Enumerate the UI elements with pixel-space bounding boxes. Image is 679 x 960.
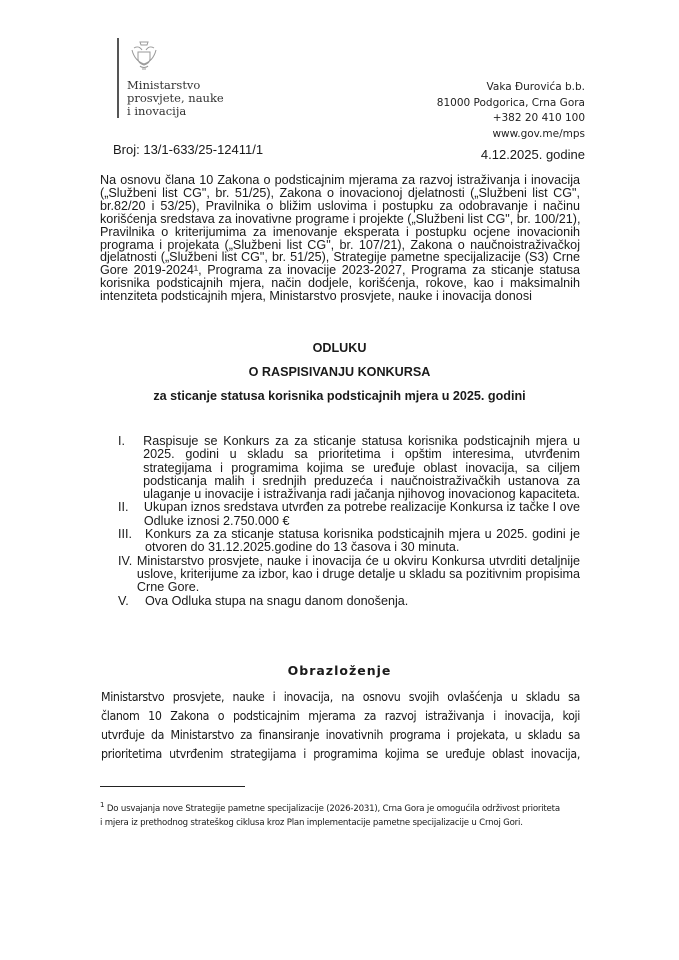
item-number: IV. (118, 553, 133, 568)
ministry-line: Ministarstvo (127, 78, 201, 92)
text-line: programa i projekata („Službeni list CG", br. 107/21), Zakona o naučnoistraživačkoj (100, 237, 580, 252)
address-block (437, 80, 585, 142)
text-line: Odluke iznosi 2.750.000 € (143, 513, 290, 528)
explanation-title: Obrazloženje (287, 663, 392, 678)
address-street: Vaka Đurovića b.b. (486, 81, 585, 93)
address-website: www.gov.me/mps (492, 127, 585, 140)
text-line: Gore 2019-2024¹, Programa za inovacije 2023-2027, Programa za sticanje statusa (100, 263, 580, 278)
text-line: Ukupan iznos sredstava utvrđen za potrebe realizacije Konkursa iz tačke I ove (143, 500, 580, 515)
item-number: V. (118, 593, 129, 608)
text-line: („Službeni list CG", br. 51/25), Zakona o inovacionoj djelatnosti („Službeni list CG", (100, 185, 580, 200)
text-line: korišćenja sredstava za inovativne programe i projekte („Službeni list CG", br. 100/21), (100, 211, 581, 226)
text-line: uslove, kriterijume za izbor, kao i druge detalje u skladu sa pozitivnim propisima (136, 566, 580, 581)
decision-item (100, 528, 580, 555)
text-line: prioritetima utvrđenim strategijama i programima kojima se uređuje oblast inovacija, (101, 747, 580, 761)
footnote-divider (100, 786, 245, 787)
footnote-line: $^1$ Do usvajanja nove Strategije pametne specijalizacije (2026-2031), Crna Gora je omogućila održivost prioriteta (100, 801, 560, 814)
footnote-line: i mjera iz prethodnog strateškog ciklusa kroz Plan implementacije pametne specijalizacije u Crnoj Gori. (100, 817, 523, 828)
text-line: Na osnovu člana 10 Zakona o podsticajnim mjerama za razvoj istraživanja i inovacija (100, 173, 580, 187)
item-text (144, 501, 580, 528)
text-line: 2025. godini u skladu sa prioritetima i opštim interesima, utvrđenim (143, 447, 580, 462)
letterhead-divider (117, 38, 119, 118)
text-line: djelatnosti („Službeni list CG", br. 51/25), Strategije pametne specijalizacije (S3) Crne (100, 250, 580, 265)
text-line: ulaganje u inovacije i istraživanja radi jačanja njihovog inovacionog kapaciteta. (143, 487, 580, 502)
text-line: Ova Odluka stupa na snagu danom donošenja. (145, 593, 409, 608)
address-phone: +382 20 410 100 (492, 112, 585, 124)
item-number: III. (118, 527, 132, 542)
item-number: II. (118, 500, 129, 515)
text-line: br.82/20 i 53/25), Pravilnika o bližim uslovima i postupku za odobravanje i načinu (100, 198, 580, 213)
item-text (137, 555, 580, 595)
item-text (143, 435, 580, 501)
coat-of-arms-logo (128, 38, 160, 72)
decision-title: ODLUKU (312, 341, 367, 355)
text-line: Konkurs za za sticanje statusa korisnika podsticajnih mjera u 2025. godini je (145, 527, 580, 542)
text-line: utvrđuje da Ministarstvo za finansiranje inovativnih programa i projekata, u skladu sa (101, 728, 580, 742)
text-line: Crne Gore. (136, 580, 200, 595)
intro-paragraph (100, 174, 580, 303)
footnote-mark: 1 (100, 801, 105, 809)
text-line: Raspisuje se Konkurs za za sticanje statusa korisnika podsticajnih mjera u (143, 434, 580, 448)
text-line: Pravilnika o kriterijumima za imenovanje eksperata i postupku ocjene inovacionih (100, 224, 580, 239)
text-line: članom 10 Zakona o podsticajnim mjerama za razvoj istraživanja i inovacija, koji (101, 709, 580, 723)
decision-item (100, 555, 580, 595)
text-line: korisnika podsticajnih mjera, način dodjele, korišćenja, rokove, kao i maksimalnih (100, 276, 580, 291)
text-line: Ministarstvo prosvjete, nauke i inovacija, na osnovu svojih ovlašćenja u skladu sa (101, 690, 580, 704)
address-city: 81000 Podgorica, Crna Gora (436, 96, 585, 109)
document-date: 4.12.2025. godine (480, 147, 585, 162)
text-line: Ministarstvo prosvjete, nauke i inovacija će u okviru Konkursa utvrditi detaljnije (136, 553, 580, 568)
explanation-paragraph (101, 688, 580, 764)
ministry-line: i inovacija (127, 104, 187, 118)
decision-items (100, 435, 580, 608)
text-line: intenziteta podsticajnih mjera, Ministarstvo prosvjete, nauke i inovacija donosi (100, 289, 532, 304)
text-line: podsticanja malih i srednjih preduzeća i naučnoistraživačkih ustanova za (143, 473, 580, 488)
text-line: otvoren do 31.12.2025.godine do 13 časova i 30 minuta. (145, 540, 460, 555)
decision-subtitle: O RASPISIVANJU KONKURSA (248, 365, 431, 379)
decision-item (100, 595, 580, 608)
item-number: I. (118, 434, 125, 448)
footnote (100, 798, 580, 830)
item-text (145, 528, 580, 555)
decision-subtitle-2: za sticanje statusa korisnika podsticajnih mjera u 2025. godini (153, 389, 526, 403)
decision-item (100, 501, 580, 528)
reference-number: Broj: 13/1-633/25-12411/1 (113, 142, 264, 157)
ministry-line: prosvjete, nauke (127, 91, 224, 105)
item-text (145, 595, 580, 608)
text-line: strategijama i programima kojima se uređuje oblast inovacija, sa ciljem (143, 460, 580, 475)
ministry-name (127, 79, 224, 118)
decision-item (100, 435, 580, 501)
